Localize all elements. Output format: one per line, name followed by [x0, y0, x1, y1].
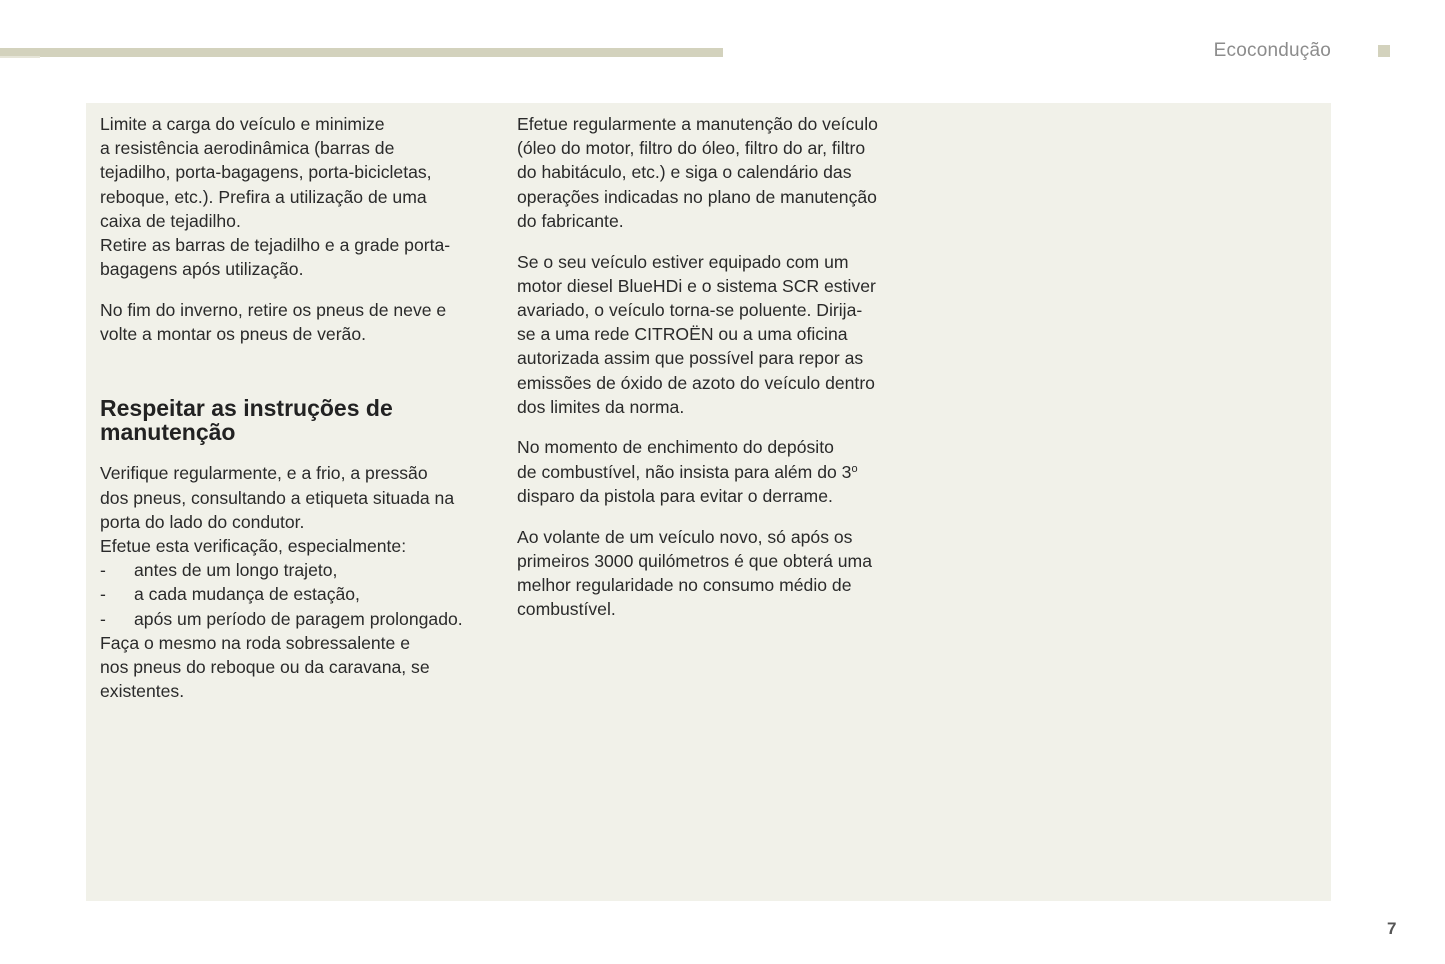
paragraph-scr-system: [517, 250, 917, 419]
text-line: No momento de enchimento do depósito: [517, 437, 834, 458]
text-line: existentes.: [100, 681, 185, 702]
text-line: bagagens após utilização.: [100, 259, 304, 280]
header-decorative-bar: [0, 48, 723, 57]
page-number: 7: [1387, 919, 1397, 938]
header-bar-shade: [0, 56, 40, 58]
text-line: emissões de óxido de azoto do veículo dentro: [517, 372, 875, 393]
text-line: dos limites da norma.: [517, 396, 685, 417]
heading-line: Respeitar as instruções de: [100, 395, 393, 422]
list-item-text: antes de um longo trajeto,: [134, 560, 338, 581]
paragraph-winter-tyres: [100, 298, 500, 346]
text-line: Efetue esta verificação, especialmente:: [100, 535, 407, 556]
ordinal-superscript: o: [851, 462, 858, 475]
paragraph-fuel-filling: [517, 435, 917, 508]
text-line: primeiros 3000 quilómetros é que obterá uma: [517, 550, 873, 571]
text-line: reboque, etc.). Prefira a utilização de uma: [100, 186, 427, 207]
list-item: [100, 558, 500, 582]
text-line: avariado, o veículo torna-se poluente. Dirija-: [517, 299, 863, 320]
text-line: combustível.: [517, 599, 616, 620]
paragraph-new-vehicle: [517, 525, 917, 622]
text-line: se a uma rede CITROËN ou a uma oficina: [517, 324, 848, 345]
text-line: melhor regularidade no consumo médio de: [517, 574, 852, 595]
list-item-text: a cada mudança de estação,: [134, 584, 360, 605]
section-title: Ecocondução: [1213, 40, 1331, 61]
bullet-dash: -: [100, 584, 106, 605]
list-item: [100, 607, 500, 631]
text-line: porta do lado do condutor.: [100, 511, 305, 532]
text-line: do habitáculo, etc.) e siga o calendário das: [517, 162, 852, 183]
text-line: Se o seu veículo estiver equipado com um: [517, 251, 849, 272]
heading-line: manutenção: [100, 419, 236, 446]
text-line: a resistência aerodinâmica (barras de: [100, 138, 395, 159]
text-line: Efetue regularmente a manutenção do veículo: [517, 114, 878, 134]
list-item-text: após um período de paragem prolongado.: [134, 608, 463, 629]
text-line: [517, 460, 917, 484]
bullet-dash: -: [100, 560, 106, 581]
text-line: nos pneus do reboque ou da caravana, se: [100, 656, 430, 677]
text-line: volte a montar os pneus de verão.: [100, 324, 367, 345]
text-line: operações indicadas no plano de manutenção: [517, 186, 877, 207]
text-line: disparo da pistola para evitar o derrame.: [517, 485, 833, 506]
right-column: [517, 112, 917, 638]
bullet-dash: -: [100, 608, 106, 629]
paragraph-tyre-pressure: [100, 461, 500, 703]
text-line: do fabricante.: [517, 210, 624, 231]
text-line: (óleo do motor, filtro do óleo, filtro do ar, filtro: [517, 138, 866, 159]
left-column: [100, 112, 500, 720]
text-line: tejadilho, porta-bagagens, porta-bicicletas,: [100, 162, 432, 183]
text-line: caixa de tejadilho.: [100, 210, 241, 231]
text-line: Retire as barras de tejadilho e a grade porta-: [100, 235, 451, 256]
text-line: Faça o mesmo na roda sobressalente e: [100, 632, 411, 653]
paragraph-vehicle-maintenance: [517, 112, 917, 233]
maintenance-heading: [100, 396, 500, 444]
text-line: Limite a carga do veículo e minimize: [100, 114, 385, 134]
text-line: No fim do inverno, retire os pneus de neve e: [100, 299, 447, 320]
list-item: [100, 582, 500, 606]
text-line: autorizada assim que possível para repor as: [517, 348, 864, 369]
text-fragment: de combustível, não insista para além do 3: [517, 461, 852, 482]
text-line: motor diesel BlueHDi e o sistema SCR estiver: [517, 275, 876, 296]
section-marker-square: [1378, 45, 1390, 57]
paragraph-load-reduction: [100, 112, 500, 281]
text-line: Verifique regularmente, e a frio, a pressão: [100, 463, 428, 484]
text-line: dos pneus, consultando a etiqueta situada na: [100, 487, 455, 508]
text-line: Ao volante de um veículo novo, só após os: [517, 526, 853, 547]
